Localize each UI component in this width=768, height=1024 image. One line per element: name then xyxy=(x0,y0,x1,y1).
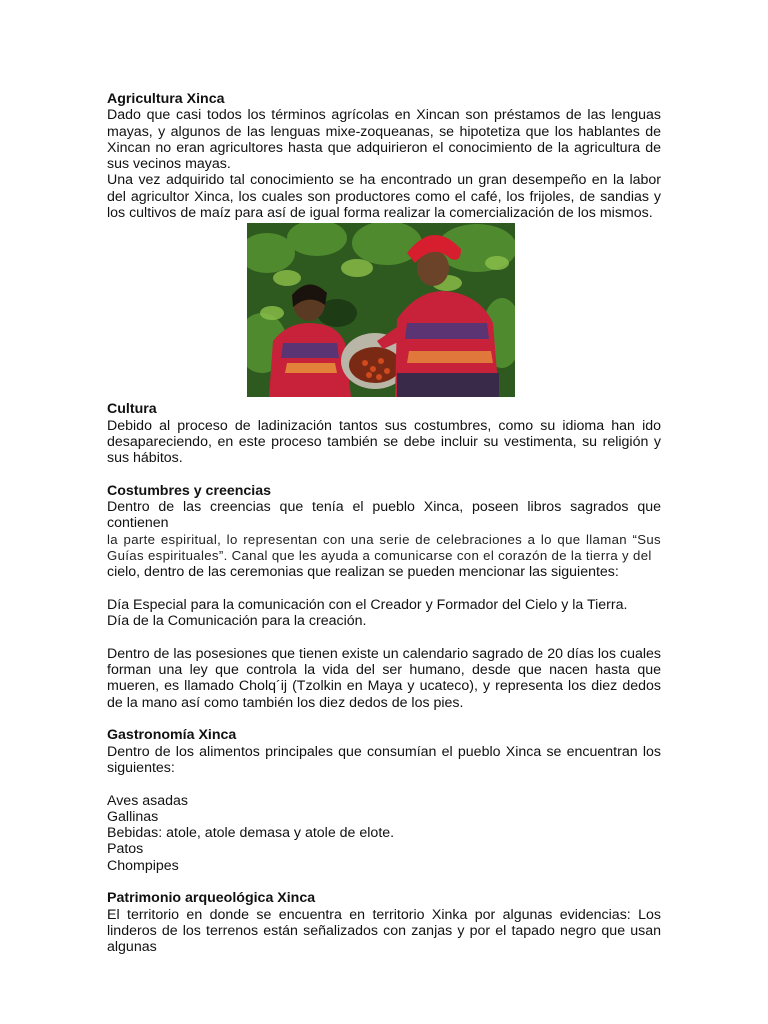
paragraph-costumbres-1c: cielo, dentro de las ceremonias que realizan se pueden mencionar las siguientes: xyxy=(107,564,619,581)
paragraph-patrimonio: El territorio en donde se encuentra en territorio Xinka por algunas evidencias: Los linderos de los terrenos están señalizados con zanjas y por el tapado negro que usan algunas xyxy=(107,906,661,956)
paragraph-costumbres-1b: la parte espiritual, lo representan con una serie de celebraciones a lo que llaman “Sus Guías espirituales”. Canal que les ayuda a comunicarse con el corazón de la tierra y del xyxy=(107,531,661,564)
list-item: Bebidas: atole, atole demasa y atole de elote. xyxy=(107,825,395,842)
food-list xyxy=(107,793,661,874)
heading-patrimonio: Patrimonio arqueológica Xinca xyxy=(107,890,316,907)
paragraph-agricultura-1: Dado que casi todos los términos agrícolas en Xincan son préstamos de las lenguas mayas, y algunos de las lenguas mixe-zoqueanas, se hipotetiza que los hablantes de Xincan no eran agricultores hasta que adquirieron el conocimiento de la agricultura de sus vecinos mayas. xyxy=(107,107,661,173)
coffee-harvest-photo xyxy=(247,223,515,397)
heading-cultura: Cultura xyxy=(107,401,157,418)
heading-gastronomia: Gastronomía Xinca xyxy=(107,727,237,744)
photo-container xyxy=(107,223,661,399)
paragraph-agricultura-2: Una vez adquirido tal conocimiento se ha encontrado un gran desempeño en la labor del agricultor Xinca, los cuales son productores como el café, los frijoles, de sandias y los cultivos de maíz para así de igual forma realizar la comercialización de los mismos. xyxy=(107,172,661,222)
list-item: Aves asadas xyxy=(107,792,188,809)
list-item: Chompipes xyxy=(107,857,179,874)
heading-agricultura: Agricultura Xinca xyxy=(107,91,225,107)
heading-costumbres: Costumbres y creencias xyxy=(107,482,272,499)
paragraph-cultura: Debido al proceso de ladinización tantos sus costumbres, como su idioma han ido desapareciendo, en este proceso también se debe incluir su vestimenta, su religión y sus hábitos. xyxy=(107,417,661,467)
document-body xyxy=(107,91,661,955)
paragraph-costumbres-2: Dentro de las posesiones que tienen existe un calendario sagrado de 20 días los cuales forman una ley que controla la vida del ser humano, desde que nacen hasta que mueren, es llamado Cholq´ij (Tzolkin en Maya y ucateco), y representa los diez dedos de la mano así como también los diez dedos de los pies. xyxy=(107,645,661,711)
paragraph-gastronomia: Dentro de los alimentos principales que consumían el pueblo Xinca se encuentran los siguientes: xyxy=(107,743,661,776)
ceremony-line-1: Día Especial para la comunicación con el Creador y Formador del Cielo y la Tierra. xyxy=(107,596,628,613)
list-item: Gallinas xyxy=(107,808,159,825)
paragraph-costumbres-1a: Dentro de las creencias que tenía el pueblo Xinca, poseen libros sagrados que contienen xyxy=(107,499,661,532)
list-item: Patos xyxy=(107,841,144,858)
ceremony-line-2: Día de la Comunicación para la creación. xyxy=(107,613,367,630)
